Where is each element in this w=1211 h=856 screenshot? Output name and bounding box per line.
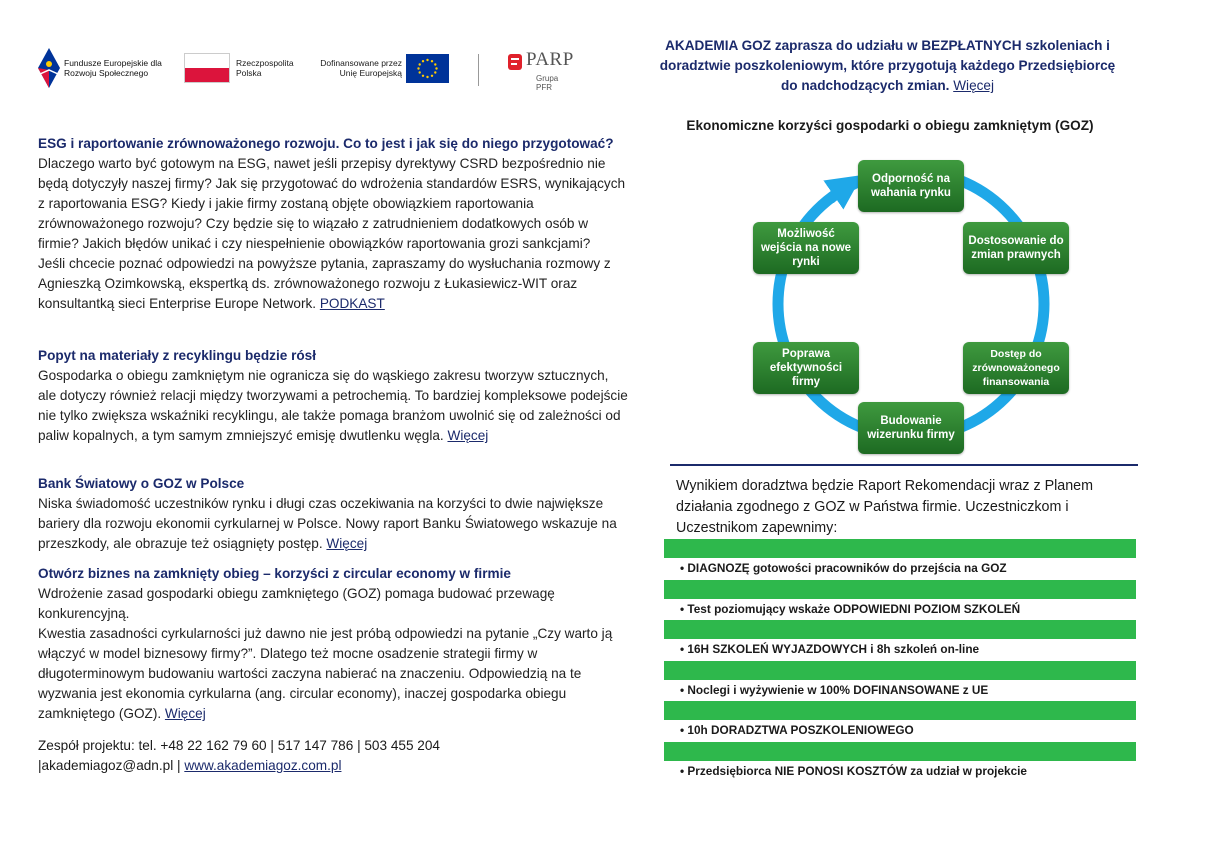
intro-more-link[interactable]: Więcej	[953, 78, 995, 93]
benefit-item	[664, 701, 1136, 742]
benefit-bar	[664, 539, 1136, 558]
cycle-node-new-markets: Możliwość wejścia na nowe rynki	[753, 222, 859, 274]
intro-text: AKADEMIA GOZ zaprasza do udziału w BEZPŁATNYCH szkoleniach i doradztwie poszkoleniowym, które przygotują każdego Przedsiębiorcę do nadchodzących zmian. Więcej	[659, 38, 1116, 93]
article-title: ESG i raportowanie zrównoważonego rozwoju. Co to jest i jak się do niego przygotować?	[38, 136, 614, 151]
benefit-text: • 10h DORADZTWA POSZKOLENIOWEGO	[680, 723, 914, 737]
poland-flag	[184, 53, 230, 83]
benefit-item	[664, 620, 1136, 661]
benefit-text: • Test poziomujący wskaże ODPOWIEDNI POZIOM SZKOLEŃ	[680, 601, 1021, 616]
parp-name: PARP	[526, 49, 574, 70]
article-title: Otwórz biznes na zamknięty obieg – korzyści z circular economy w firmie	[38, 566, 511, 581]
article-title: Bank Światowy o GOZ w Polsce	[38, 476, 245, 491]
benefit-text: • 16H SZKOLEŃ WYJAZDOWYCH i 8h szkoleń on-line	[680, 642, 980, 656]
article-circular-economy	[38, 564, 628, 724]
benefit-bar	[664, 661, 1136, 680]
logo-divider	[478, 54, 479, 86]
more-link[interactable]: Więcej	[447, 428, 489, 443]
benefit-text: • Przedsiębiorca NIE PONOSI KOSZTÓW za udział w projekcie	[680, 763, 1027, 778]
contact-phones: Zespół projektu: tel. +48 22 162 79 60 | 517 147 786 | 503 455 204	[38, 738, 440, 753]
article-body: Niska świadomość uczestników rynku i długi czas oczekiwania na korzyści to dwie największe bariery dla rozwoju ekonomii cyrkularnej w Polsce. Nowy raport Banku Światowego wskazuje na przeszkody, ale obrazuje też osiągnięty postęp. Więcej	[38, 496, 617, 551]
benefit-item	[664, 539, 1136, 580]
diagram-title: Ekonomiczne korzyści gospodarki o obiegu zamkniętym (GOZ)	[686, 118, 1094, 133]
article-body: Gospodarka o obiegu zamkniętym nie ogranicza się do wąskiego zakresu tworzyw sztucznych, ale dotyczy również relacji między tworzywami a petrochemią. To bardziej kompleksowe podejście nie tylko zwiększa wskaźniki recyklingu, ale także pomaga branżom uwolnić się od zależności od paliw kopalnych, a tym samym zmniejszyć emisję dwutlenku węgla. Więcej	[38, 368, 628, 443]
fe-label: Fundusze Europejskie dla Rozwoju Społecznego	[64, 58, 162, 78]
cycle-node-resilience: Odporność na wahania rynku	[858, 160, 964, 212]
cycle-node-efficiency: Poprawa efektywności firmy	[753, 342, 859, 394]
logo-bar	[38, 46, 598, 94]
cycle-node-image: Budowanie wizerunku firmy	[858, 402, 964, 454]
article-world-bank	[38, 474, 628, 554]
podcast-link[interactable]: PODKAST	[319, 296, 385, 311]
parp-mark-icon	[508, 54, 522, 70]
benefit-item	[664, 742, 1136, 783]
benefit-text: • Noclegi i wyżywienie w 100% DOFINANSOWANE z UE	[680, 682, 989, 697]
contact-info	[38, 736, 440, 776]
article-body-2: Kwestia zasadności cyrkularności już dawno nie jest próbą odpowiedzi na pytanie „Czy warto ją włączyć w model biznesowy firmy?”. Dlatego też mocne osadzenie strategii firmy w długoterminowym budowaniu wartości zaczyna nabierać na znaczeniu. Odpowiedzią na te wyzwania jest ekonomia cyrkularna (ang. circular economy), inaczej gospodarka obiegu zamkniętego (GOZ). Więcej	[38, 626, 613, 721]
benefit-bar	[664, 580, 1136, 599]
article-esg	[38, 134, 628, 314]
benefit-bar	[664, 742, 1136, 761]
fe-emblem-icon	[38, 48, 60, 88]
section-divider	[670, 464, 1138, 466]
rp-label: Rzeczpospolita Polska	[236, 58, 294, 78]
parp-sub: Grupa PFR	[536, 74, 559, 92]
benefit-bar	[664, 701, 1136, 720]
result-text: Wynikiem doradztwa będzie Raport Rekomendacji wraz z Planem działania zgodnego z GOZ w Państwa firmie. Uczestniczkom i Uczestnikom zapewnimy:	[676, 478, 1094, 536]
article-recycling	[38, 346, 628, 446]
article-body: Dlaczego warto być gotowym na ESG, nawet jeśli przepisy dyrektywy CSRD bezpośrednio nie będą dotyczyły naszej firmy? Jak się przygotować do wdrożenia standardów ESRS, wynikających z raportowania ESG? Kiedy i jakie firmy zostaną objęte obowiązkiem raportowania zrównoważonego rozwoju? Czy będzie się to wiązało z zatrudnieniem dodatkowych osób w firmie? Jakich błędów unikać i czy niespełnienie obowiązków raportowania grozi sankcjami?	[38, 156, 626, 251]
article-title: Popyt na materiały z recyklingu będzie rósł	[38, 348, 317, 363]
more-link[interactable]: Więcej	[164, 706, 206, 721]
benefit-item	[664, 580, 1136, 621]
eu-label: Dofinansowane przez Unię Europejską	[320, 58, 402, 78]
article-body: Wdrożenie zasad gospodarki obiegu zamkniętego (GOZ) pomaga budować przewagę konkurencyjną.	[38, 586, 555, 621]
benefit-bar	[664, 620, 1136, 639]
benefit-item	[664, 661, 1136, 702]
cycle-node-financing: Dostęp do zrównoważonego finansowania	[963, 342, 1069, 394]
benefit-text: • DIAGNOZĘ gotowości pracowników do przejścia na GOZ	[680, 561, 1007, 575]
contact-email: |akademiagoz@adn.pl |	[38, 758, 185, 773]
benefits-list	[664, 539, 1136, 782]
website-link[interactable]: www.akademiagoz.com.pl	[184, 758, 342, 773]
eu-flag-icon	[406, 54, 449, 83]
more-link[interactable]: Więcej	[326, 536, 368, 551]
cycle-node-legal: Dostosowanie do zmian prawnych	[963, 222, 1069, 274]
contact-email-line	[38, 756, 440, 776]
article-body-2: Jeśli chcecie poznać odpowiedzi na powyższe pytania, zapraszamy do wysłuchania rozmowy z Agnieszką Ozimkowską, ekspertką ds. zrównoważonego rozwoju z Łukasiewicz-WIT oraz konsultantką sieci Enterprise Europe Network. PODKAST	[38, 256, 611, 311]
